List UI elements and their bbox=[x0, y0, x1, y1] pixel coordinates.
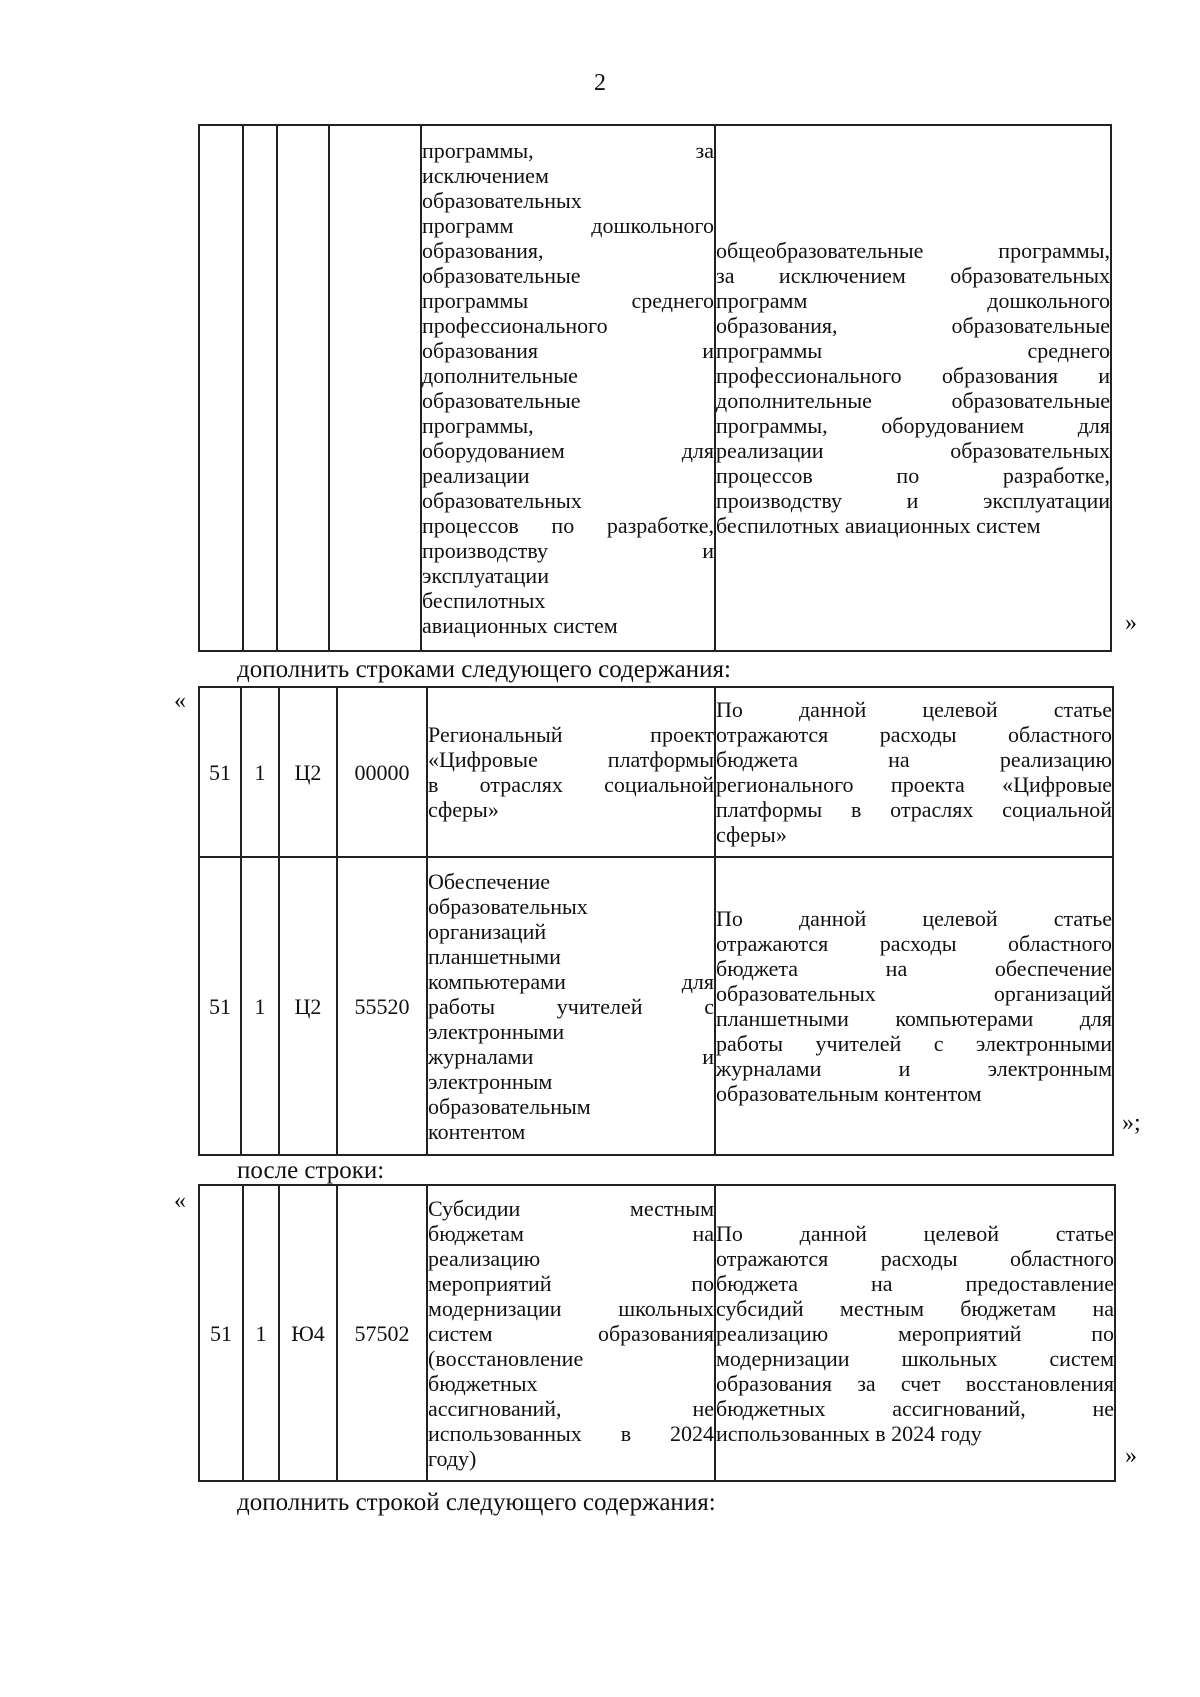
cell-text-line: работы учителей с bbox=[428, 993, 714, 1019]
cell-text-line: реализации образовательных bbox=[716, 438, 1110, 463]
cell-text-line: организаций bbox=[428, 918, 547, 944]
cell-text-line: Субсидии местным bbox=[428, 1195, 714, 1221]
code-cell: Ц2 bbox=[279, 857, 337, 1155]
cell-text-line: бюджетных ассигнований, не bbox=[716, 1395, 1114, 1421]
cell-text-line: образования и bbox=[422, 338, 714, 363]
cell-text-line: компьютерами для bbox=[428, 968, 714, 994]
cell-text-line: бюджета на предоставление bbox=[716, 1270, 1114, 1296]
cell-text-line: электронными bbox=[428, 1018, 565, 1044]
cell-text-line: оборудованием для bbox=[422, 438, 714, 463]
cell-text-line: за исключением образовательных bbox=[716, 263, 1110, 288]
table-row bbox=[199, 687, 1113, 857]
cell-text-line: программ дошкольного bbox=[422, 213, 714, 238]
cell-text-line: программы, оборудованием для bbox=[716, 413, 1110, 438]
cell-text-line: модернизации школьных bbox=[428, 1295, 714, 1321]
cell-text-line: процессов по разработке, bbox=[716, 463, 1110, 488]
cell-text-line: отражаются расходы областного bbox=[716, 931, 1112, 956]
cell-text-line: субсидий местным бюджетам на bbox=[716, 1295, 1114, 1321]
table-cell bbox=[329, 125, 421, 651]
table-row bbox=[199, 857, 1113, 1155]
cell-text-line: (восстановление bbox=[428, 1345, 584, 1371]
cell-text-line: производству и bbox=[422, 538, 714, 563]
cell-text-line: профессионального bbox=[422, 313, 608, 338]
code-cell: 51 bbox=[199, 1185, 243, 1481]
cell-text-line: планшетными компьютерами для bbox=[716, 1006, 1112, 1031]
cell-text-line: реализации bbox=[422, 463, 530, 488]
paragraph-add-rows: дополнить строками следующего содержания: bbox=[237, 656, 731, 683]
code-cell: 51 bbox=[199, 687, 241, 857]
cell-text-line: контентом bbox=[428, 1118, 526, 1144]
cell-text-line: беспилотных bbox=[422, 588, 546, 613]
table-reference-row bbox=[198, 1184, 1116, 1482]
cell-text-line: По данной целевой статье bbox=[716, 906, 1112, 931]
note-cell bbox=[715, 125, 1111, 651]
cell-text-line: реализацию мероприятий по bbox=[716, 1320, 1114, 1346]
cell-text-line: образования, bbox=[422, 238, 544, 263]
description-cell bbox=[427, 687, 715, 857]
cell-text-line: образовательных bbox=[422, 488, 582, 513]
code-cell: 51 bbox=[199, 857, 241, 1155]
table-continuation bbox=[198, 124, 1112, 652]
cell-text-line: процессов по разработке, bbox=[422, 513, 714, 538]
cell-text-line: «Цифровые платформы bbox=[428, 747, 714, 772]
description-cell bbox=[427, 857, 715, 1155]
cell-text-line: электронным bbox=[428, 1068, 553, 1094]
cell-text-line: программ дошкольного bbox=[716, 288, 1110, 313]
cell-text-line: в отраслях социальной bbox=[428, 772, 714, 797]
note-cell bbox=[715, 857, 1113, 1155]
opening-quote: « bbox=[174, 1188, 186, 1214]
cell-text-line: программы, bbox=[422, 413, 534, 438]
cell-text-line: использованных в 2024 году bbox=[716, 1420, 982, 1446]
cell-text-line: беспилотных авиационных систем bbox=[716, 513, 1041, 538]
cell-text-line: реализацию bbox=[428, 1245, 541, 1271]
cell-text-line: дополнительные образовательные bbox=[716, 388, 1110, 413]
cell-text-line: образования, образовательные bbox=[716, 313, 1110, 338]
cell-text-line: использованных в 2024 bbox=[428, 1420, 714, 1446]
cell-text-line: бюджетам на bbox=[428, 1220, 714, 1246]
table-row bbox=[199, 1185, 1115, 1481]
description-cell bbox=[427, 1185, 715, 1481]
cell-text-line: систем образования bbox=[428, 1320, 714, 1346]
cell-text-line: эксплуатации bbox=[422, 563, 549, 588]
cell-text-line: профессионального образования и bbox=[716, 363, 1110, 388]
closing-quote: »; bbox=[1122, 1110, 1141, 1136]
table-cell bbox=[243, 125, 277, 651]
cell-text-line: отражаются расходы областного bbox=[716, 1245, 1114, 1271]
cell-text-line: мероприятий по bbox=[428, 1270, 714, 1296]
cell-text-line: программы среднего bbox=[422, 288, 714, 313]
cell-text-line: По данной целевой статье bbox=[716, 697, 1112, 722]
cell-text-line: журналами и электронным bbox=[716, 1056, 1112, 1081]
code-cell: Ц2 bbox=[279, 687, 337, 857]
cell-text-line: планшетными bbox=[428, 943, 561, 969]
cell-text-line: образования за счет восстановления bbox=[716, 1370, 1114, 1396]
table-cell bbox=[199, 125, 243, 651]
cell-text-line: исключением bbox=[422, 163, 549, 188]
cell-text-line: По данной целевой статье bbox=[716, 1220, 1114, 1246]
description-cell bbox=[421, 125, 715, 651]
cell-text-line: образовательных организаций bbox=[716, 981, 1112, 1006]
cell-text-line: программы, за bbox=[422, 138, 714, 163]
cell-text-line: образовательные bbox=[422, 388, 581, 413]
note-cell bbox=[715, 1185, 1115, 1481]
cell-text-line: бюджетных bbox=[428, 1370, 538, 1396]
cell-text-line: сферы» bbox=[716, 822, 787, 847]
cell-text-line: авиационных систем bbox=[422, 613, 618, 638]
cell-text-line: бюджета на обеспечение bbox=[716, 956, 1112, 981]
cell-text-line: платформы в отраслях социальной bbox=[716, 797, 1112, 822]
cell-text-line: бюджета на реализацию bbox=[716, 747, 1112, 772]
cell-text-line: образовательным bbox=[428, 1093, 591, 1119]
code-cell: 1 bbox=[241, 857, 279, 1155]
opening-quote: « bbox=[174, 688, 186, 714]
cell-text-line: отражаются расходы областного bbox=[716, 722, 1112, 747]
cell-text-line: регионального проекта «Цифровые bbox=[716, 772, 1112, 797]
code-cell: 1 bbox=[243, 1185, 279, 1481]
cell-text-line: Региональный проект bbox=[428, 722, 714, 747]
cell-text-line: программы среднего bbox=[716, 338, 1110, 363]
cell-text-line: производству и эксплуатации bbox=[716, 488, 1110, 513]
cell-text-line: образовательных bbox=[428, 893, 588, 919]
cell-text-line: модернизации школьных систем bbox=[716, 1345, 1114, 1371]
closing-quote: » bbox=[1125, 1443, 1137, 1469]
cell-text-line: журналами и bbox=[428, 1043, 714, 1069]
code-cell: 57502 bbox=[337, 1185, 427, 1481]
paragraph-add-row: дополнить строкой следующего содержания: bbox=[237, 1489, 716, 1516]
cell-text-line: сферы» bbox=[428, 797, 499, 822]
cell-text-line: дополнительные bbox=[422, 363, 578, 388]
table-cell bbox=[277, 125, 329, 651]
closing-quote: » bbox=[1125, 610, 1137, 636]
code-cell: 00000 bbox=[337, 687, 427, 857]
cell-text-line: общеобразовательные программы, bbox=[716, 238, 1110, 263]
page-number: 2 bbox=[594, 70, 606, 96]
cell-text-line: образовательные bbox=[422, 263, 581, 288]
cell-text-line: Обеспечение bbox=[428, 868, 550, 894]
cell-text-line: образовательным контентом bbox=[716, 1081, 982, 1106]
cell-text-line: ассигнований, не bbox=[428, 1395, 714, 1421]
cell-text-line: работы учителей с электронными bbox=[716, 1031, 1112, 1056]
table-new-rows bbox=[198, 686, 1114, 1156]
cell-text-line: образовательных bbox=[422, 188, 582, 213]
code-cell: 1 bbox=[241, 687, 279, 857]
cell-text-line: году) bbox=[428, 1445, 477, 1471]
code-cell: 55520 bbox=[337, 857, 427, 1155]
code-cell: Ю4 bbox=[279, 1185, 337, 1481]
paragraph-after-row: после строки: bbox=[237, 1157, 385, 1184]
note-cell bbox=[715, 687, 1113, 857]
